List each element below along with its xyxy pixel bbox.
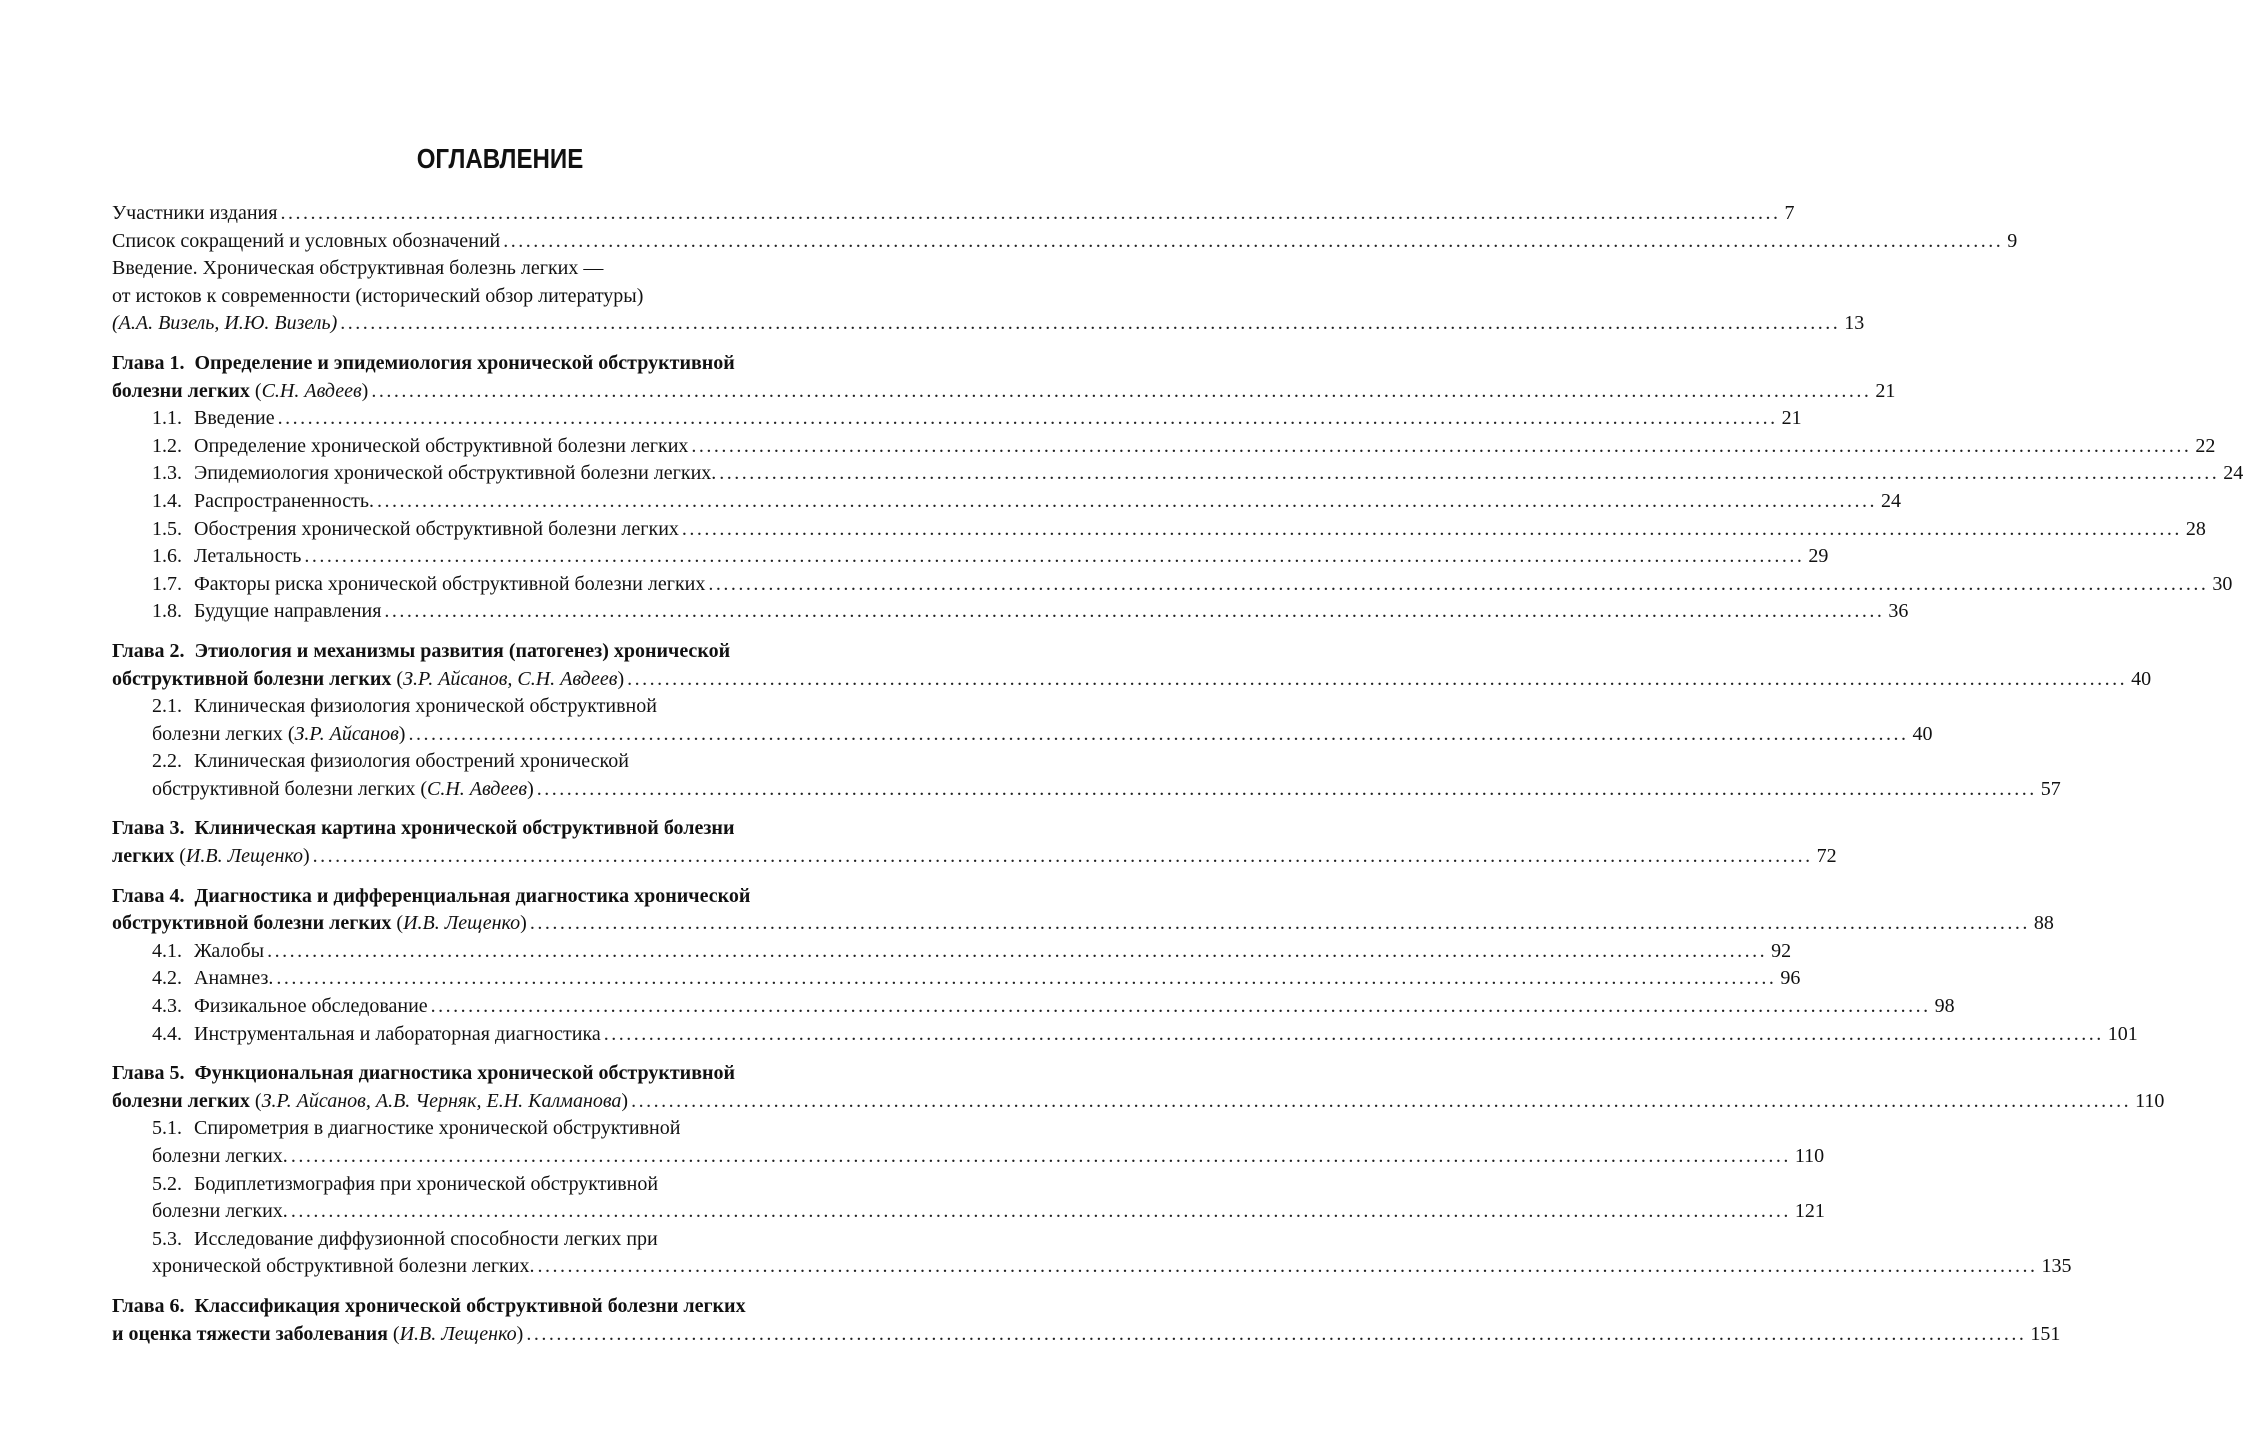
entry-text: Физикальное обследование — [194, 995, 428, 1018]
page-number: 29 — [1808, 545, 1829, 568]
toc-line — [112, 843, 1837, 871]
entry-text: Диагностика и дифференциальная диагностика хронической — [194, 884, 751, 907]
page-number: 151 — [2030, 1322, 2061, 1345]
authors: И.В. Лещенко — [403, 912, 521, 935]
entry-text — [152, 1226, 658, 1254]
section-number: 4.4. — [152, 1022, 182, 1045]
entry-text: Обострения хронической обструктивной болезни легких — [194, 517, 679, 540]
entry-text: ( — [254, 1089, 262, 1112]
entry-text: ) — [398, 722, 406, 745]
spacer — [112, 1281, 874, 1293]
toc-section-5-2[interactable] — [112, 1171, 1825, 1226]
spacer — [112, 626, 874, 638]
leader-dots: ........................................................................................................................................................................................................ — [691, 434, 2192, 457]
entry-text: ( — [420, 777, 427, 800]
entry-text: и оценка тяжести заболевания — [112, 1322, 388, 1345]
page-number: 110 — [1794, 1145, 1825, 1167]
entry-text — [152, 1171, 658, 1199]
entry-text — [152, 1115, 680, 1143]
leader-dots: ........................................................................................................................................................................................................ — [408, 722, 1909, 745]
toc-line — [112, 638, 874, 666]
entry-text — [152, 965, 273, 993]
page-number: 24 — [1881, 489, 1902, 512]
leader-dots: ........................................................................................................................................................................................................ — [384, 600, 1885, 623]
page-number: 110 — [2135, 1089, 2165, 1112]
entry-text: Глава 2. — [112, 639, 185, 662]
leader-dots: ........................................................................................................................................................................................................ — [529, 912, 2030, 935]
authors: З.Р. Айсанов, А.В. Черняк, Е.Н. Калманова — [261, 1089, 622, 1112]
leader-dots: ........................................................................................................................................................................................................ — [280, 202, 1781, 224]
entry-text — [152, 460, 716, 488]
leader-dots: ........................................................................................................................................................................................................ — [371, 379, 1872, 402]
toc-section-2-2[interactable] — [112, 748, 2061, 803]
entry-text — [112, 350, 735, 378]
entry-text: Глава 1. — [112, 351, 185, 374]
entry-text — [152, 1021, 601, 1049]
section-number: 1.2. — [152, 434, 182, 457]
section-number: 1.5. — [152, 517, 182, 540]
leader-dots: ........................................................................................................................................................................................................ — [290, 1200, 1791, 1223]
leader-dots: ........................................................................................................................................................................................................ — [267, 939, 1768, 962]
entry-text — [152, 433, 688, 461]
entry-text: ) — [302, 845, 310, 868]
toc-line — [112, 378, 1896, 406]
entry-text: ) — [520, 912, 527, 935]
toc-entry-contributors[interactable] — [112, 200, 1795, 228]
leader-dots: ........................................................................................................................................................................................................ — [537, 1255, 2038, 1278]
entry-text: Этиология и механизмы развития (патогенез) хронической — [194, 639, 731, 662]
entry-text — [112, 1293, 746, 1321]
entry-text: ) — [516, 1322, 524, 1345]
entry-text — [112, 815, 734, 843]
toc-line — [112, 1293, 874, 1321]
section-number: 4.1. — [152, 939, 182, 962]
entry-text — [152, 516, 679, 544]
entry-text: Глава 3. — [112, 817, 185, 840]
leader-dots: ........................................................................................................................................................................................................ — [290, 1145, 1791, 1167]
toc-line — [112, 1171, 874, 1199]
entry-text: ( — [396, 667, 404, 690]
page-number: 40 — [2131, 667, 2152, 690]
page-number: 135 — [2041, 1255, 2072, 1278]
page-number: 72 — [1816, 845, 1837, 868]
section-number: 4.3. — [152, 995, 182, 1018]
leader-dots: ........................................................................................................................................................................................................ — [340, 312, 1841, 335]
entry-text: Анамнез. — [194, 967, 274, 990]
leader-dots: ........................................................................................................................................................................................................ — [277, 407, 1778, 430]
entry-text: Спирометрия в диагностике хронической обструктивной — [194, 1117, 681, 1140]
page-number: 101 — [2107, 1022, 2138, 1045]
section-number: 2.1. — [152, 695, 182, 718]
spacer — [112, 871, 874, 883]
toc-chapter-5[interactable] — [112, 1060, 2165, 1115]
toc-line — [112, 693, 874, 721]
entry-text: болезни легких — [152, 722, 283, 745]
leader-dots: ........................................................................................................................................................................................................ — [536, 777, 2037, 800]
entry-text: Исследование диффузионной способности легких при — [194, 1227, 658, 1250]
authors: С.Н. Авдеев — [427, 777, 528, 800]
entry-text: ) — [361, 379, 369, 402]
leader-dots: ........................................................................................................................................................................................................ — [430, 995, 1931, 1018]
section-number: 2.2. — [152, 750, 182, 773]
entry-text: Список сокращений и условных обозначений — [112, 229, 501, 252]
authors: С.Н. Авдеев — [261, 379, 362, 402]
entry-text: ( — [287, 722, 295, 745]
toc-line — [112, 1226, 874, 1254]
toc-section-5-1[interactable] — [112, 1115, 1825, 1170]
toc-section-4-1[interactable] — [112, 938, 1792, 966]
entry-text: Введение — [194, 407, 275, 430]
entry-text: Определение хронической обструктивной болезни легких — [194, 434, 689, 457]
authors: И.В. Лещенко — [399, 1322, 517, 1345]
entry-text: Классификация хронической обструктивной болезни легких — [194, 1294, 746, 1317]
toc-section-1-6[interactable] — [112, 543, 1829, 571]
toc-line — [112, 1321, 2061, 1349]
toc-entry-abbreviations[interactable] — [112, 228, 2018, 256]
entry-text: ) — [527, 777, 534, 800]
section-number: 1.7. — [152, 572, 182, 595]
authors: И.В. Лещенко — [185, 845, 303, 868]
section-number: 1.3. — [152, 462, 182, 485]
entry-text — [112, 378, 368, 406]
page-number: 22 — [2195, 434, 2216, 457]
toc-line — [112, 1253, 2072, 1281]
entry-text: ( — [396, 912, 404, 935]
toc-section-4-2[interactable] — [112, 965, 1801, 993]
entry-text: легких — [112, 845, 175, 868]
section-number: 1.8. — [152, 600, 182, 623]
toc-line — [112, 666, 2152, 694]
leader-dots: ........................................................................................................................................................................................................ — [276, 967, 1777, 990]
entry-text — [112, 666, 624, 694]
entry-text — [112, 1060, 735, 1088]
page-number: 7 — [1784, 202, 1795, 224]
entry-text: болезни легких — [112, 379, 250, 402]
toc-entry-introduction[interactable] — [112, 255, 1865, 338]
section-number: 4.2. — [152, 967, 182, 990]
entry-text — [112, 883, 750, 911]
entry-text: Будущие направления — [194, 600, 382, 623]
page-number: 96 — [1780, 967, 1801, 990]
leader-dots: ........................................................................................................................................................................................................ — [627, 667, 2128, 690]
leader-dots: ........................................................................................................................................................................................................ — [631, 1089, 2132, 1112]
entry-text: Инструментальная и лабораторная диагностика — [194, 1022, 601, 1045]
toc-section-1-4[interactable] — [112, 488, 1902, 516]
toc-chapter-3[interactable] — [112, 815, 1837, 870]
leader-dots: ........................................................................................................................................................................................................ — [503, 229, 2004, 252]
authors: З.Р. Айсанов, С.Н. Авдеев — [403, 667, 618, 690]
entry-text: Бодиплетизмография при хронической обструктивной — [194, 1172, 659, 1195]
toc-section-1-3[interactable] — [112, 460, 2243, 488]
entry-text — [152, 721, 405, 749]
entry-text: хронической обструктивной болезни легких. — [152, 1255, 535, 1278]
entry-text: Клиническая физиология обострений хронической — [194, 750, 629, 773]
page-number: 13 — [1844, 312, 1865, 335]
entry-text: Эпидемиология хронической обструктивной болезни легких. — [194, 462, 717, 485]
entry-text: Глава 6. — [112, 1294, 185, 1317]
page-number: 21 — [1781, 407, 1802, 430]
toc-line — [112, 748, 874, 776]
toc-section-2-1[interactable] — [112, 693, 1933, 748]
toc-line — [112, 776, 2061, 804]
page-number: 92 — [1771, 939, 1792, 962]
entry-text — [152, 488, 374, 516]
table-of-contents — [112, 200, 2243, 1348]
entry-text: Летальность — [194, 545, 302, 568]
entry-text: болезни легких. — [152, 1145, 288, 1167]
entry-text: Клиническая физиология хронической обструктивной — [194, 695, 657, 718]
authors: З.Р. Айсанов — [294, 722, 399, 745]
page-number: 121 — [1794, 1200, 1825, 1223]
entry-text: Факторы риска хронической обструктивной болезни легких — [194, 572, 706, 595]
toc-line — [112, 1088, 2165, 1116]
entry-text: Участники издания — [112, 202, 278, 224]
toc-line — [112, 1115, 874, 1143]
toc-section-1-7[interactable] — [112, 571, 2233, 599]
entry-text: Определение и эпидемиология хронической обструктивной — [194, 351, 735, 374]
entry-text: болезни легких. — [152, 1200, 288, 1223]
leader-dots: ........................................................................................................................................................................................................ — [377, 489, 1878, 512]
toc-line — [112, 910, 2054, 938]
toc-section-1-8[interactable] — [112, 598, 1909, 626]
entry-text: Введение. Хроническая обструктивная болезнь легких — — [112, 257, 604, 280]
toc-chapter-2[interactable] — [112, 638, 2152, 693]
entry-text: ( — [392, 1322, 400, 1345]
entry-text — [112, 1088, 628, 1116]
entry-text — [152, 693, 657, 721]
entry-text: Глава 5. — [112, 1062, 185, 1085]
toc-line — [112, 350, 874, 378]
page-number: 57 — [2040, 777, 2061, 800]
toc-line — [112, 815, 874, 843]
toc-line — [112, 721, 1933, 749]
page-title: ОГЛАВЛЕНИЕ — [416, 143, 584, 174]
entry-text — [152, 405, 275, 433]
toc-line — [112, 255, 874, 283]
toc-section-4-3[interactable] — [112, 993, 1955, 1021]
section-number: 1.1. — [152, 407, 182, 430]
spacer — [112, 1048, 874, 1060]
page-number: 21 — [1875, 379, 1896, 402]
page-number: 88 — [2033, 912, 2054, 935]
entry-text: обструктивной болезни легких — [112, 912, 392, 935]
page-number: 28 — [2185, 517, 2206, 540]
toc-section-5-3[interactable] — [112, 1226, 2072, 1281]
entry-text: Функциональная диагностика хронической обструктивной — [194, 1062, 736, 1085]
page-number: 36 — [1888, 600, 1909, 623]
entry-text: Жалобы — [194, 939, 265, 962]
entry-text — [152, 598, 381, 626]
section-number: 5.3. — [152, 1227, 182, 1250]
entry-text: обструктивной болезни легких — [152, 777, 416, 800]
entry-text — [152, 938, 264, 966]
spacer — [112, 338, 874, 350]
toc-line — [112, 1143, 1825, 1171]
entry-text: Глава 4. — [112, 884, 185, 907]
section-number: 1.4. — [152, 489, 182, 512]
entry-text — [152, 776, 534, 804]
entry-text — [112, 843, 310, 871]
leader-dots: ........................................................................................................................................................................................................ — [312, 845, 1813, 868]
toc-section-4-4[interactable] — [112, 1021, 2138, 1049]
page-number: 30 — [2212, 572, 2233, 595]
leader-dots: ........................................................................................................................................................................................................ — [304, 545, 1805, 568]
entry-text: ) — [617, 667, 625, 690]
entry-text — [112, 638, 730, 666]
entry-text — [152, 748, 629, 776]
entry-text: Распространенность. — [194, 489, 375, 512]
section-number: 1.6. — [152, 545, 182, 568]
entry-text — [112, 1321, 523, 1349]
toc-chapter-4[interactable] — [112, 883, 2054, 938]
entry-text: болезни легких — [112, 1089, 250, 1112]
toc-chapter-6[interactable] — [112, 1293, 2061, 1348]
leader-dots: ........................................................................................................................................................................................................ — [603, 1022, 2104, 1045]
entry-text — [112, 910, 527, 938]
leader-dots: ........................................................................................................................................................................................................ — [719, 462, 2220, 485]
entry-text: от истоков к современности (исторический обзор литературы) — [112, 284, 644, 307]
toc-section-1-2[interactable] — [112, 433, 2216, 461]
entry-text: Клиническая картина хронической обструктивной болезни — [194, 817, 735, 840]
toc-section-1-1[interactable] — [112, 405, 1802, 433]
leader-dots: ........................................................................................................................................................................................................ — [681, 517, 2182, 540]
leader-dots: ........................................................................................................................................................................................................ — [526, 1322, 2027, 1345]
toc-line — [112, 310, 1865, 338]
section-number: 5.2. — [152, 1172, 182, 1195]
entry-text: ( — [254, 379, 262, 402]
authors: (А.А. Визель, И.Ю. Визель) — [112, 312, 338, 335]
page-number: 40 — [1912, 722, 1933, 745]
entry-text: ( — [179, 845, 186, 868]
page-number: 98 — [1934, 995, 1955, 1018]
toc-section-1-5[interactable] — [112, 516, 2206, 544]
toc-line — [112, 1198, 1825, 1226]
entry-text — [152, 543, 301, 571]
entry-text: ) — [621, 1089, 629, 1112]
spacer — [112, 803, 874, 815]
toc-line — [112, 883, 874, 911]
section-number: 5.1. — [152, 1117, 182, 1140]
toc-chapter-1[interactable] — [112, 350, 1896, 405]
entry-text: обструктивной болезни легких — [112, 667, 392, 690]
entry-text — [152, 993, 428, 1021]
leader-dots: ........................................................................................................................................................................................................ — [708, 572, 2209, 595]
toc-line — [112, 1060, 874, 1088]
toc-line — [112, 283, 874, 311]
page-number: 24 — [2223, 462, 2243, 485]
entry-text — [152, 571, 705, 599]
page-number: 9 — [2007, 229, 2018, 252]
